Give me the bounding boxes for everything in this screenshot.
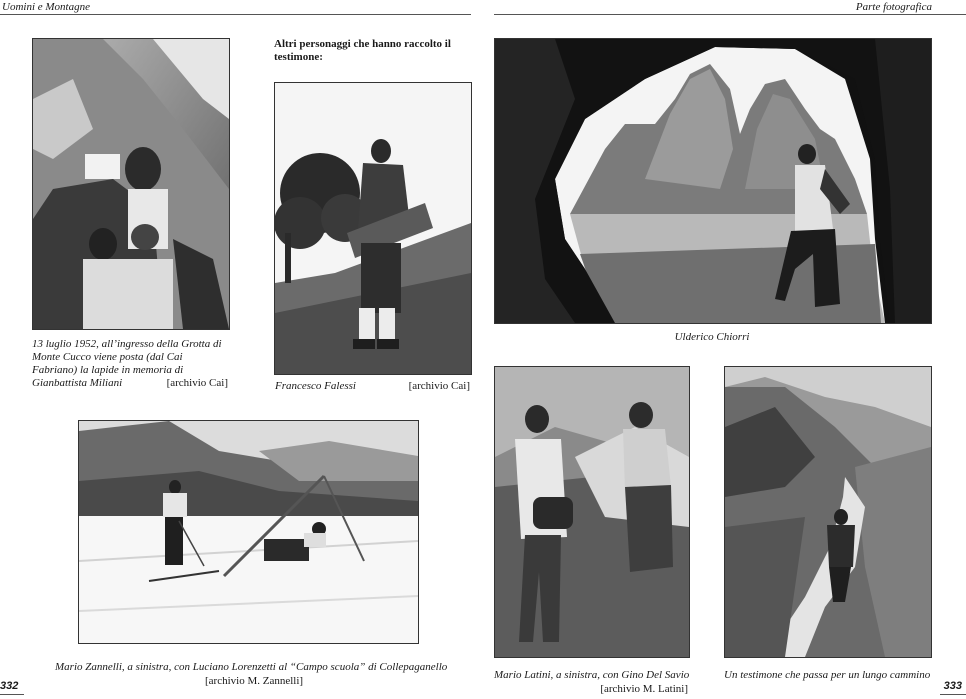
credit-grotta: [archivio Cai] — [166, 377, 228, 389]
photo-grotta-ceremony — [32, 38, 230, 330]
photo-zannelli-campo-scuola — [78, 420, 419, 644]
right-footer-rule — [940, 694, 966, 695]
page-number-right: 333 — [943, 680, 962, 692]
left-header-rule — [0, 14, 471, 15]
right-running-header: Parte fotografica — [855, 1, 932, 13]
section-heading: Altri personaggi che hanno raccolto il testimone: — [274, 38, 451, 63]
left-footer-rule — [0, 694, 24, 695]
caption-falessi: Francesco Falessi — [275, 380, 356, 392]
caption-cammino: Un testimone che passa per un lungo cammino — [724, 669, 931, 681]
caption-chiorri: Ulderico Chiorri — [674, 331, 750, 343]
photo-lungo-cammino — [724, 366, 932, 658]
left-running-header: Uomini e Montagne — [2, 1, 90, 13]
credit-zannelli: [archivio M. Zannelli] — [205, 675, 304, 687]
photo-ulderico-chiorri — [494, 38, 932, 324]
photo-francesco-falessi — [274, 82, 472, 375]
caption-latini: Mario Latini, a sinistra, con Gino Del Savio — [494, 669, 690, 681]
photo-latini-del-savio — [494, 366, 690, 658]
right-header-rule — [494, 14, 966, 15]
credit-falessi: [archivio Cai] — [408, 380, 470, 392]
caption-grotta: 13 luglio 1952, all’ingresso della Grotta di Monte Cucco viene posta (dal Cai Fabriano) la lapide in memoria di Gianbattista Miliani — [32, 338, 222, 389]
caption-zannelli: Mario Zannelli, a sinistra, con Luciano Lorenzetti al “Campo scuola” di Collepaganello — [55, 661, 448, 673]
page-number-left: 332 — [0, 680, 19, 692]
credit-latini: [archivio M. Latini] — [600, 683, 688, 695]
